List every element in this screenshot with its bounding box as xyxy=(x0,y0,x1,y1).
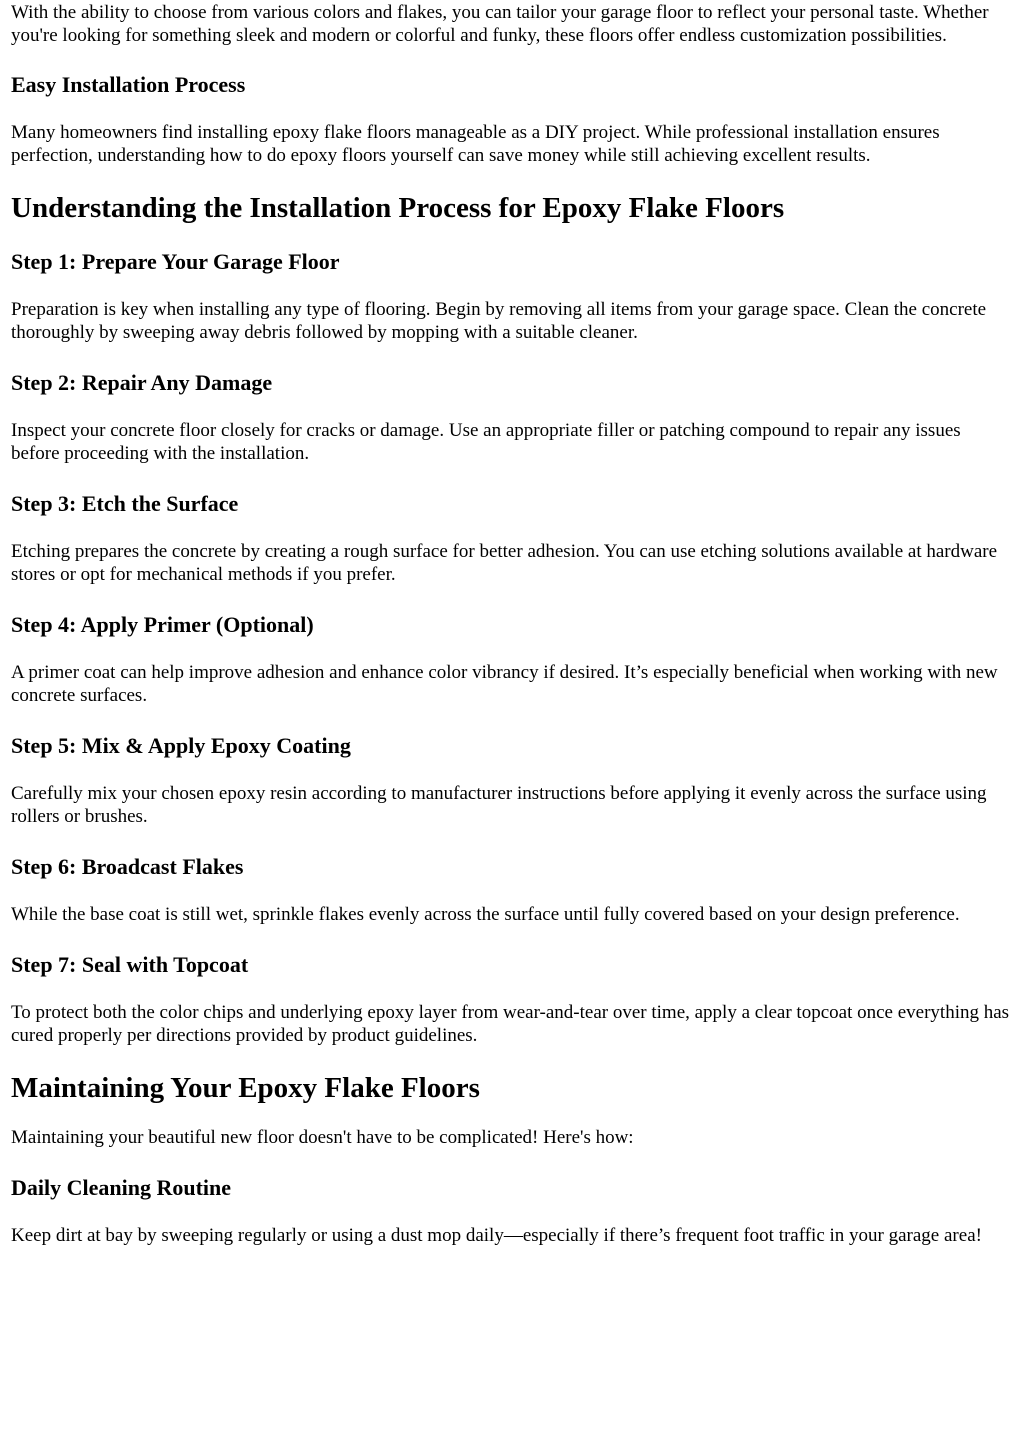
document-page xyxy=(0,1,1024,1247)
step-1-heading: Step 1: Prepare Your Garage Floor xyxy=(11,249,340,274)
step-1-paragraph: Preparation is key when installing any type of flooring. Begin by removing all items from your garage space. Clean the concrete thoroughly by sweeping away debris followed by mopping with a suitable cleaner. xyxy=(11,299,987,343)
step-2-paragraph: Inspect your concrete floor closely for cracks or damage. Use an appropriate filler or patching compound to repair any issues before proceeding with the installation. xyxy=(11,420,961,464)
installation-section-heading: Understanding the Installation Process for Epoxy Flake Floors xyxy=(11,192,785,224)
step-3-heading: Step 3: Etch the Surface xyxy=(11,491,239,516)
step-4-heading: Step 4: Apply Primer (Optional) xyxy=(11,612,314,637)
easy-installation-heading: Easy Installation Process xyxy=(11,72,246,97)
daily-cleaning-heading: Daily Cleaning Routine xyxy=(11,1175,232,1200)
step-2-heading: Step 2: Repair Any Damage xyxy=(11,370,273,395)
step-5-paragraph: Carefully mix your chosen epoxy resin according to manufacturer instructions before applying it evenly across the surface using rollers or brushes. xyxy=(11,783,987,827)
maintenance-section-heading: Maintaining Your Epoxy Flake Floors xyxy=(11,1072,480,1104)
step-6-heading: Step 6: Broadcast Flakes xyxy=(11,854,244,879)
maintenance-intro-paragraph: Maintaining your beautiful new floor doesn't have to be complicated! Here's how: xyxy=(11,1127,634,1148)
step-7-heading: Step 7: Seal with Topcoat xyxy=(11,952,249,977)
step-3-paragraph: Etching prepares the concrete by creating a rough surface for better adhesion. You can use etching solutions available at hardware stores or opt for mechanical methods if you prefer. xyxy=(11,541,998,585)
step-6-paragraph: While the base coat is still wet, sprinkle flakes evenly across the surface until fully covered based on your design preference. xyxy=(11,904,960,925)
intro-paragraph: With the ability to choose from various colors and flakes, you can tailor your garage floor to reflect your personal taste. Whether you're looking for something sleek and modern or colorful and funky, these floors offer endless customization possibilities. xyxy=(11,2,989,46)
step-4-paragraph: A primer coat can help improve adhesion and enhance color vibrancy if desired. It’s especially beneficial when working with new concrete surfaces. xyxy=(11,662,998,706)
step-5-heading: Step 5: Mix & Apply Epoxy Coating xyxy=(11,733,351,758)
easy-installation-paragraph: Many homeowners find installing epoxy flake floors manageable as a DIY project. While professional installation ensures perfection, understanding how to do epoxy floors yourself can save money while still achieving excellent results. xyxy=(11,122,940,166)
daily-cleaning-paragraph: Keep dirt at bay by sweeping regularly or using a dust mop daily—especially if there’s frequent foot traffic in your garage area! xyxy=(11,1225,982,1246)
step-7-paragraph: To protect both the color chips and underlying epoxy layer from wear-and-tear over time, apply a clear topcoat once everything has cured properly per directions provided by product guidelines. xyxy=(11,1002,1010,1046)
